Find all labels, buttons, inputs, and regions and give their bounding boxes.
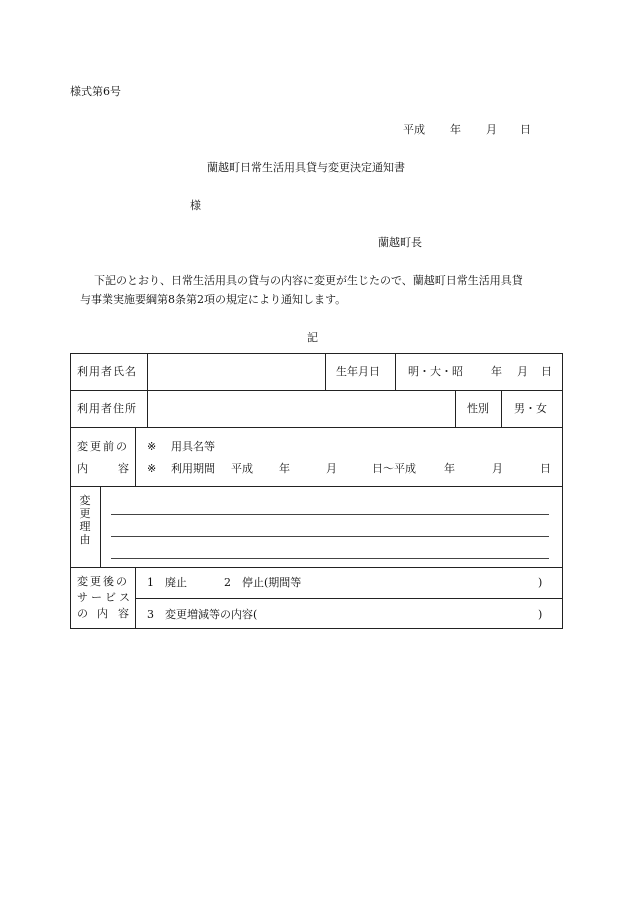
period-day-start-to: 日～平成: [372, 462, 416, 475]
issuer: 蘭越町長: [378, 236, 422, 249]
period-year-end: 年: [444, 462, 455, 475]
period-day-end: 日: [540, 462, 551, 475]
document-title: 蘭越町日常生活用具貸与変更決定通知書: [207, 161, 405, 174]
period-month-end: 月: [492, 462, 503, 475]
after-label-line2: サービス: [77, 591, 133, 604]
before-item2-mark: ※: [147, 462, 157, 475]
form-number: 様式第6号: [70, 85, 121, 98]
after-label-line3a: の: [77, 607, 88, 620]
before-item1-text: 用具名等: [171, 440, 215, 453]
body-line-2: 与事業実施要綱第8条第2項の規定により通知します。: [80, 293, 347, 306]
date-line: [403, 124, 425, 135]
reason-line-1[interactable]: [111, 514, 549, 515]
after-option-suspend[interactable]: 2 停止(期間等: [224, 576, 302, 589]
body-line-1: 下記のとおり、日常生活用具の貸与の内容に変更が生じたので、蘭越町日常生活用具貸: [94, 274, 523, 287]
addressee-suffix: 様: [190, 199, 201, 212]
after-label-line1: 変更後の: [77, 575, 129, 588]
period-month-start: 月: [326, 462, 337, 475]
name-value-field[interactable]: [149, 355, 323, 388]
after-paren-close-2: ): [538, 608, 543, 621]
date-month: 月: [486, 123, 497, 136]
birth-year: 年: [491, 365, 502, 378]
birth-day: 日: [541, 365, 552, 378]
gender-options[interactable]: 男・女: [514, 402, 547, 415]
before-label-line1: 変更前の: [77, 440, 129, 453]
birth-month: 月: [517, 365, 528, 378]
name-label: 利用者氏名: [77, 365, 137, 378]
address-label: 利用者住所: [77, 402, 137, 415]
after-label-line3b: 内: [97, 607, 108, 620]
after-option-abolish[interactable]: 1 廃止: [147, 576, 187, 589]
period-era-start: 平成: [231, 462, 253, 475]
date-day: 日: [520, 123, 531, 136]
after-paren-close-1: ): [538, 576, 543, 589]
date-era: 平成: [403, 123, 425, 136]
period-year-start: 年: [279, 462, 290, 475]
after-option-change[interactable]: 3 変更増減等の内容(: [147, 608, 258, 621]
ki-heading: 記: [307, 331, 318, 344]
birth-label: 生年月日: [336, 365, 380, 378]
before-item2-text: 利用期間: [171, 462, 215, 475]
before-label-line2a: 内: [77, 462, 88, 475]
gender-label: 性別: [467, 402, 489, 415]
after-label-line3c: 容: [118, 607, 129, 620]
address-value-field[interactable]: [149, 392, 453, 425]
birth-era-options[interactable]: 明・大・昭: [408, 365, 463, 378]
before-label-line2b: 容: [118, 462, 129, 475]
reason-label: 変更理由: [79, 494, 91, 546]
before-item1-mark: ※: [147, 440, 157, 453]
reason-line-2[interactable]: [111, 536, 549, 537]
date-year: 年: [450, 123, 461, 136]
reason-line-3[interactable]: [111, 558, 549, 559]
